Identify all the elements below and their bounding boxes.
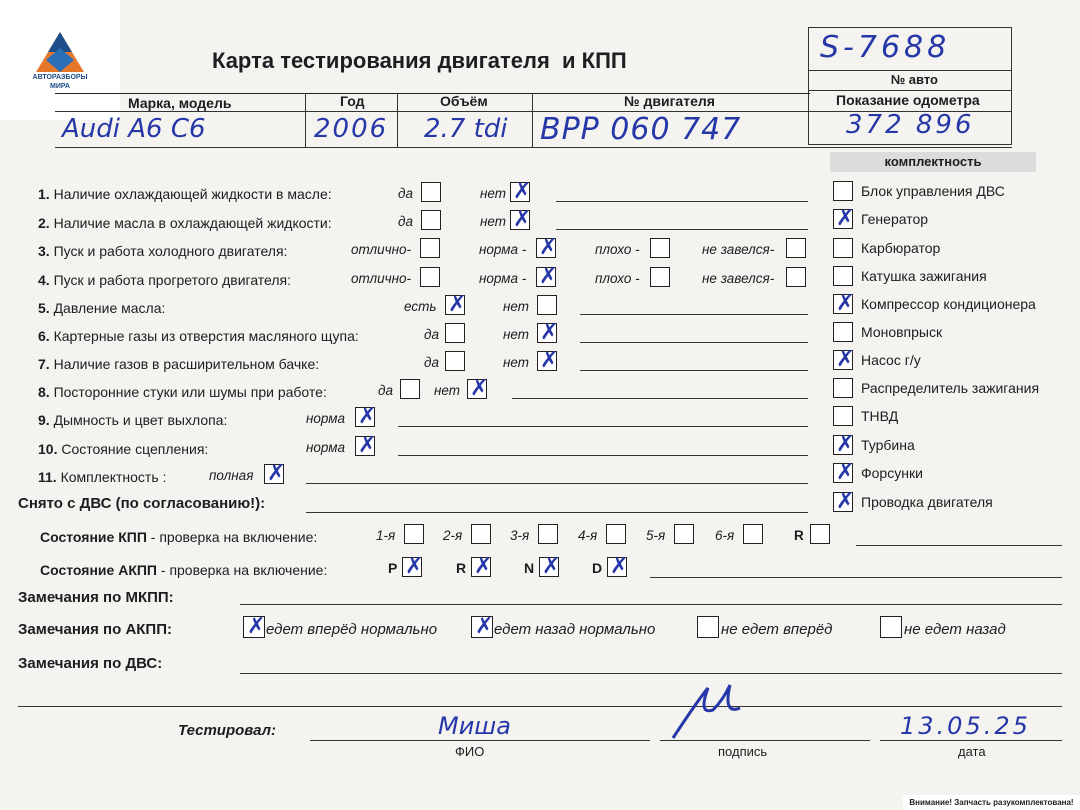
kpp-gear-2-box[interactable] bbox=[471, 524, 491, 544]
signature-mark bbox=[668, 680, 748, 740]
item3-bad-box[interactable] bbox=[650, 238, 670, 258]
logo-text-2: МИРА bbox=[50, 83, 70, 90]
item8-no-box[interactable]: ✗ bbox=[467, 379, 487, 399]
equip-label-5: Компрессор кондиционера bbox=[861, 296, 1036, 312]
equip-box-9[interactable] bbox=[833, 406, 853, 426]
equip-label-1: Блок управления ДВС bbox=[861, 183, 1005, 199]
year-label: Год bbox=[340, 93, 365, 109]
item10-normal-box[interactable]: ✗ bbox=[355, 436, 375, 456]
equip-box-8[interactable] bbox=[833, 378, 853, 398]
engine-value: BPP 060 747 bbox=[540, 112, 742, 147]
item-10: 10. Состояние сцепления: bbox=[38, 441, 209, 457]
dvs-notes-label: Замечания по ДВС: bbox=[18, 655, 163, 672]
equip-label-11: Форсунки bbox=[861, 465, 923, 481]
equipment-header: комплектность bbox=[830, 152, 1036, 172]
equip-box-5[interactable]: ✗ bbox=[833, 294, 853, 314]
item4-normal-box[interactable]: ✗ bbox=[536, 267, 556, 287]
make-label: Марка, модель bbox=[128, 95, 232, 111]
item2-yes-box[interactable] bbox=[421, 210, 441, 230]
item5-no-box[interactable] bbox=[537, 295, 557, 315]
item-3: 3. Пуск и работа холодного двигателя: bbox=[38, 243, 288, 259]
equip-label-6: Моновпрыск bbox=[861, 324, 943, 340]
logo-icon bbox=[0, 0, 120, 80]
item-7: 7. Наличие газов в расширительном бачке: bbox=[38, 356, 320, 372]
kpp-gear-6-box[interactable] bbox=[743, 524, 763, 544]
item8-yes-box[interactable] bbox=[400, 379, 420, 399]
equip-label-12: Проводка двигателя bbox=[861, 494, 993, 510]
item3-excellent-box[interactable] bbox=[420, 238, 440, 258]
engine-label: № двигателя bbox=[624, 93, 715, 109]
removed-label: Снято с ДВС (по согласованию!): bbox=[18, 495, 266, 512]
item2-no-box[interactable]: ✗ bbox=[510, 210, 530, 230]
item6-no-box[interactable]: ✗ bbox=[537, 323, 557, 343]
item-1: 1. Наличие охлаждающей жидкости в масле: bbox=[38, 186, 332, 202]
akpp-no-back-box[interactable] bbox=[880, 616, 902, 638]
volume-label: Объём bbox=[440, 93, 488, 109]
item3-normal-box[interactable]: ✗ bbox=[536, 238, 556, 258]
volume-value: 2.7 tdi bbox=[424, 114, 508, 144]
akpp-forward-ok-box[interactable]: ✗ bbox=[243, 616, 265, 638]
equip-label-3: Карбюратор bbox=[861, 240, 941, 256]
kpp-gear-r-box[interactable] bbox=[810, 524, 830, 544]
equip-box-6[interactable] bbox=[833, 322, 853, 342]
akpp-p-box[interactable]: ✗ bbox=[402, 557, 422, 577]
year-value: 2006 bbox=[314, 114, 389, 144]
item4-nostart-box[interactable] bbox=[786, 267, 806, 287]
akpp-back-ok-box[interactable]: ✗ bbox=[471, 616, 493, 638]
equip-label-4: Катушка зажигания bbox=[861, 268, 987, 284]
item-6: 6. Картерные газы из отверстия масляного щупа: bbox=[38, 328, 359, 344]
item7-no-box[interactable]: ✗ bbox=[537, 351, 557, 371]
kpp-gear-1-box[interactable] bbox=[404, 524, 424, 544]
equip-box-7[interactable]: ✗ bbox=[833, 350, 853, 370]
akpp-n-box[interactable]: ✗ bbox=[539, 557, 559, 577]
item-9: 9. Дымность и цвет выхлопа: bbox=[38, 412, 228, 428]
item-8: 8. Посторонние стуки или шумы при работе: bbox=[38, 384, 327, 400]
date-label: дата bbox=[958, 744, 986, 759]
item4-bad-box[interactable] bbox=[650, 267, 670, 287]
signature-label: подпись bbox=[718, 744, 768, 759]
odometer-label: Показание одометра bbox=[836, 92, 980, 108]
item4-excellent-box[interactable] bbox=[420, 267, 440, 287]
akpp-r-box[interactable]: ✗ bbox=[471, 557, 491, 577]
item7-yes-box[interactable] bbox=[445, 351, 465, 371]
stock-number: S-7688 bbox=[820, 30, 951, 65]
footer-warning: Внимание! Запчасть разукомплектована! bbox=[903, 795, 1080, 810]
item5-present-box[interactable]: ✗ bbox=[445, 295, 465, 315]
logo-text-1: АВТОРАЗБОРЫ bbox=[32, 74, 88, 81]
equip-box-1[interactable] bbox=[833, 181, 853, 201]
date-value: 13.05.25 bbox=[900, 712, 1031, 740]
equip-label-8: Распределитель зажигания bbox=[861, 380, 1040, 396]
equip-box-2[interactable]: ✗ bbox=[833, 209, 853, 229]
equip-box-11[interactable]: ✗ bbox=[833, 463, 853, 483]
page-title: Карта тестирования двигателя и КПП bbox=[212, 48, 627, 73]
fio-label: ФИО bbox=[455, 744, 485, 759]
equip-box-12[interactable]: ✗ bbox=[833, 492, 853, 512]
tester-value: Миша bbox=[438, 712, 511, 740]
kpp-label: Состояние КПП - проверка на включение: bbox=[40, 529, 318, 545]
tested-label: Тестировал: bbox=[178, 722, 276, 739]
item-5: 5. Давление масла: bbox=[38, 300, 166, 316]
equip-box-4[interactable] bbox=[833, 266, 853, 286]
kpp-gear-4-box[interactable] bbox=[606, 524, 626, 544]
equip-label-10: Турбина bbox=[861, 437, 915, 453]
akpp-no-forward-box[interactable] bbox=[697, 616, 719, 638]
akpp-notes-label: Замечания по АКПП: bbox=[18, 621, 172, 638]
item1-no-box[interactable]: ✗ bbox=[510, 182, 530, 202]
item-2: 2. Наличие масла в охлаждающей жидкости: bbox=[38, 215, 332, 231]
item3-nostart-box[interactable] bbox=[786, 238, 806, 258]
item6-yes-box[interactable] bbox=[445, 323, 465, 343]
equip-label-9: ТНВД bbox=[861, 408, 899, 424]
equip-label-7: Насос г/у bbox=[861, 352, 921, 368]
kpp-gear-5-box[interactable] bbox=[674, 524, 694, 544]
mkpp-notes-label: Замечания по МКПП: bbox=[18, 589, 174, 606]
plate-label: № авто bbox=[890, 72, 938, 87]
equip-box-10[interactable]: ✗ bbox=[833, 435, 853, 455]
akpp-d-box[interactable]: ✗ bbox=[607, 557, 627, 577]
akpp-label: Состояние АКПП - проверка на включение: bbox=[40, 562, 328, 578]
equip-box-3[interactable] bbox=[833, 238, 853, 258]
kpp-gear-3-box[interactable] bbox=[538, 524, 558, 544]
item11-full-box[interactable]: ✗ bbox=[264, 464, 284, 484]
item-4: 4. Пуск и работа прогретого двигателя: bbox=[38, 272, 292, 288]
equip-label-2: Генератор bbox=[861, 211, 929, 227]
make-value: Audi A6 C6 bbox=[62, 114, 206, 144]
logo bbox=[0, 0, 120, 120]
item-11: 11. Комплектность : bbox=[38, 469, 167, 485]
item9-normal-box[interactable]: ✗ bbox=[355, 407, 375, 427]
item1-yes-box[interactable] bbox=[421, 182, 441, 202]
odometer-value: 372 896 bbox=[846, 110, 975, 140]
